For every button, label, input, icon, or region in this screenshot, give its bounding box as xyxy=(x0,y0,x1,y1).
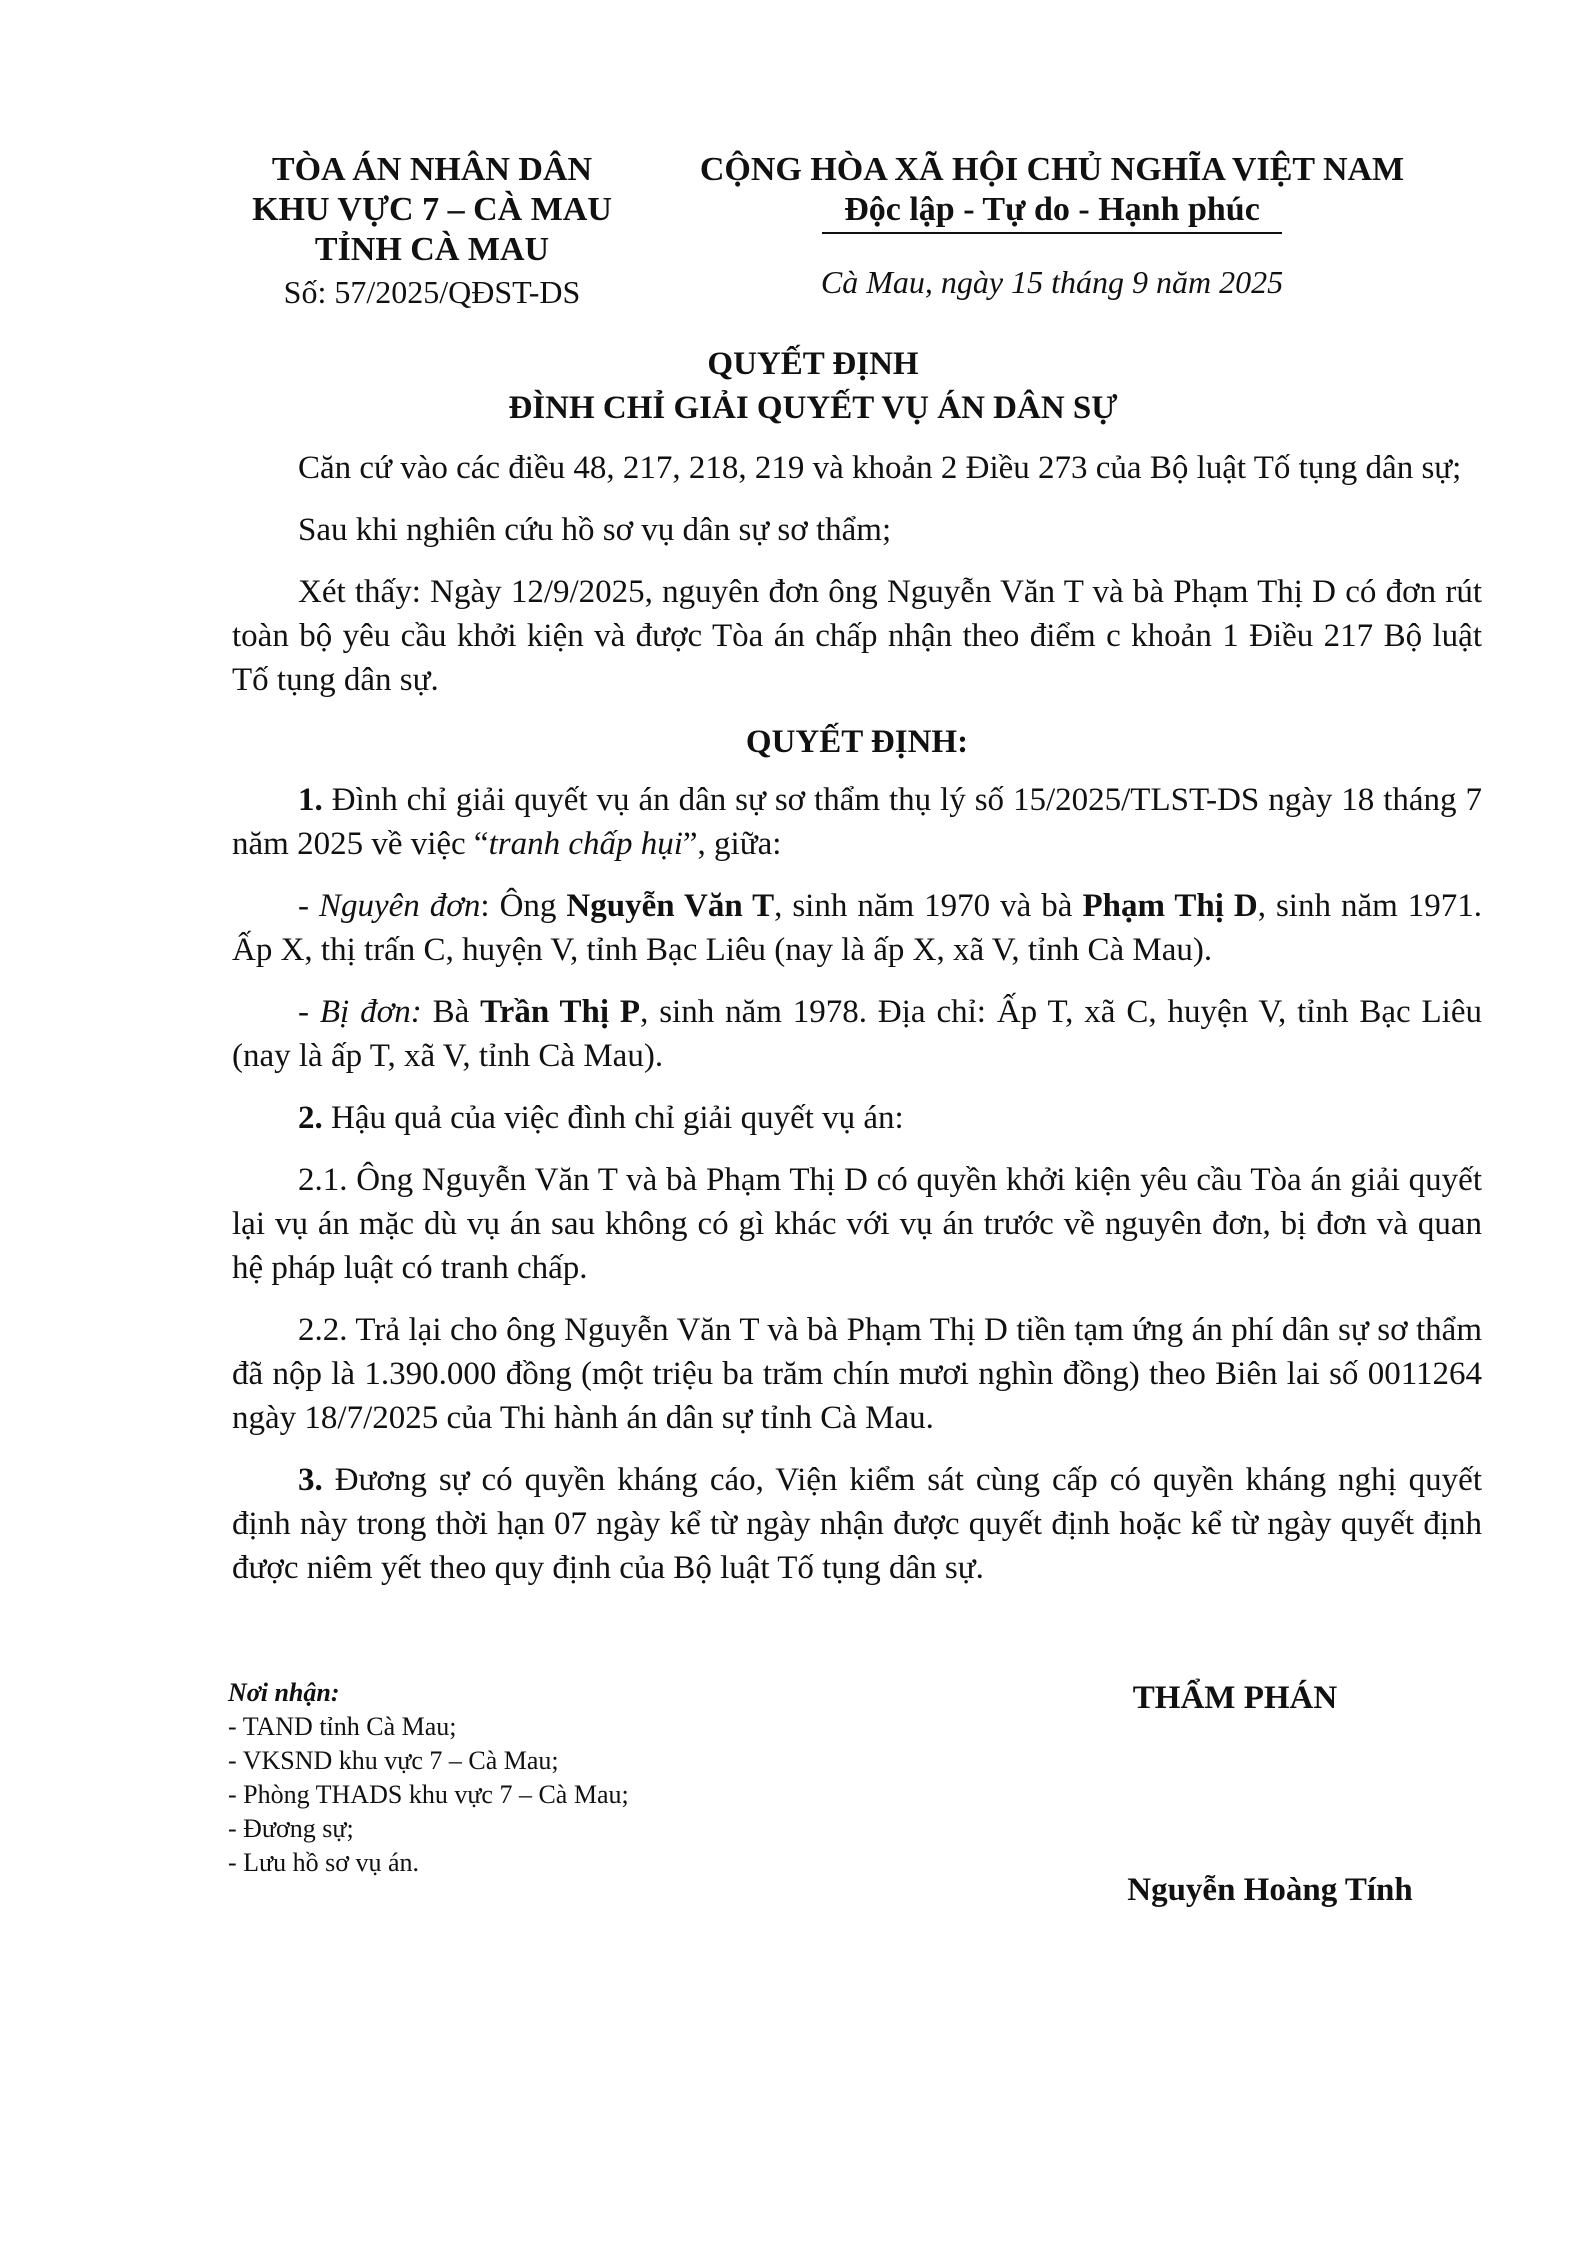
defendant-dash: - xyxy=(298,994,320,1030)
defendant-text-b: , sinh năm 1978. Địa chỉ: Ấp T, xã C, huyện V, tỉnh Bạc Liêu (nay là ấp T, xã V, tỉnh Cà Mau). xyxy=(232,994,1482,1074)
item-2-paragraph xyxy=(232,1096,1482,1140)
defendant-paragraph xyxy=(232,990,1482,1078)
defendant-text-a: Bà xyxy=(421,994,481,1030)
signer-role: THẨM PHÁN xyxy=(1132,1680,1338,1716)
defendant-name: Trần Thị P xyxy=(480,994,641,1030)
item-2-2-paragraph: 2.2. Trả lại cho ông Nguyễn Văn T và bà Phạm Thị D tiền tạm ứng án phí dân sự sơ thẩm đã nộp là 1.390.000 đồng (một triệu ba trăm chín mươi nghìn đồng) theo Biên lai số 0011264 ngày 18/7/2025 của Thi hành án dân sự tỉnh Cà Mau. xyxy=(232,1312,1482,1436)
national-title: CỘNG HÒA XÃ HỘI CHỦ NGHĨA VIỆT NAM xyxy=(699,151,1405,188)
motto-underline xyxy=(822,232,1282,234)
court-header xyxy=(222,150,642,312)
plaintiff-paragraph xyxy=(232,884,1482,972)
plaintiff-label: Nguyên đơn xyxy=(318,888,481,924)
recipient-item: - VKSND khu vực 7 – Cà Mau; xyxy=(228,1746,559,1775)
issue-date: Cà Mau, ngày 15 tháng 9 năm 2025 xyxy=(820,264,1284,300)
title-line2: ĐÌNH CHỈ GIẢI QUYẾT VỤ ÁN DÂN SỰ xyxy=(508,390,1118,426)
document-title xyxy=(0,342,1586,430)
recipient-item: - TAND tỉnh Cà Mau; xyxy=(228,1712,457,1741)
recipients-block xyxy=(228,1676,828,1880)
recipient-item: - Phòng THADS khu vực 7 – Cà Mau; xyxy=(228,1780,629,1809)
item-1-case-type: tranh chấp hụi xyxy=(488,826,683,862)
national-header xyxy=(672,150,1432,302)
recipient-item: - Đương sự; xyxy=(228,1814,354,1843)
item-1-number: 1. xyxy=(298,782,323,818)
item-2-text: Hậu quả của việc đình chỉ giải quyết vụ án: xyxy=(322,1100,904,1136)
item-2-number: 2. xyxy=(298,1100,323,1136)
item-3-text: Đương sự có quyền kháng cáo, Viện kiểm sát cùng cấp có quyền kháng nghị quyết định này trong thời hạn 07 ngày kể từ ngày nhận được quyết định hoặc kể từ ngày quyết định được niêm yết theo quy định của Bộ luật Tố tụng dân sự. xyxy=(232,1462,1482,1586)
item-1-text-b: ”, giữa: xyxy=(682,826,782,862)
item-2-1-paragraph: 2.1. Ông Nguyễn Văn T và bà Phạm Thị D có quyền khởi kiện yêu cầu Tòa án giải quyết lại vụ án mặc dù vụ án sau không có gì khác với vụ án trước về nguyên đơn, bị đơn và quan hệ pháp luật có tranh chấp. xyxy=(232,1162,1482,1286)
signature-block xyxy=(1060,1676,1480,1912)
defendant-label: Bị đơn: xyxy=(319,994,422,1030)
court-name-line3: TỈNH CÀ MAU xyxy=(314,231,550,268)
legal-basis-paragraph: Căn cứ vào các điều 48, 217, 218, 219 và khoản 2 Điều 273 của Bộ luật Tố tụng dân sự; xyxy=(298,450,1462,486)
decision-number: Số: 57/2025/QĐST-DS xyxy=(283,274,581,310)
decision-heading: QUYẾT ĐỊNH: xyxy=(745,724,969,760)
national-motto: Độc lập - Tự do - Hạnh phúc xyxy=(844,191,1260,228)
signer-name: Nguyễn Hoàng Tính xyxy=(1127,1872,1413,1908)
document-body xyxy=(232,446,1482,1608)
court-name-line2: KHU VỰC 7 – CÀ MAU xyxy=(252,191,612,228)
finding-paragraph: Xét thấy: Ngày 12/9/2025, nguyên đơn ông Nguyễn Văn T và bà Phạm Thị D có đơn rút toàn bộ yêu cầu khởi kiện và được Tòa án chấp nhận theo điểm c khoản 1 Điều 217 Bộ luật Tố tụng dân sự. xyxy=(232,574,1482,698)
plaintiff-text-c: , sinh năm 1971. Ấp X, thị trấn C, huyện V, tỉnh Bạc Liêu (nay là ấp X, xã V, tỉnh Cà Mau). xyxy=(232,888,1483,968)
recipient-item: - Lưu hồ sơ vụ án. xyxy=(228,1848,420,1877)
plaintiff-text-a: : Ông xyxy=(480,888,567,924)
title-line1: QUYẾT ĐỊNH xyxy=(707,346,919,382)
plaintiff-dash: - xyxy=(298,888,319,924)
court-name-line1: TÒA ÁN NHÂN DÂN xyxy=(271,151,593,188)
item-3-paragraph xyxy=(232,1458,1482,1590)
item-1-text-a: Đình chỉ giải quyết vụ án dân sự sơ thẩm thụ lý số 15/2025/TLST-DS ngày 18 tháng 7 năm 2025 về việc “ xyxy=(232,782,1482,862)
review-paragraph: Sau khi nghiên cứu hồ sơ vụ dân sự sơ thẩm; xyxy=(298,512,892,548)
item-3-number: 3. xyxy=(298,1462,323,1498)
recipients-title: Nơi nhận: xyxy=(228,1678,340,1707)
plaintiff-text-b: , sinh năm 1970 và bà xyxy=(774,888,1083,924)
plaintiff-name-1: Nguyễn Văn T xyxy=(566,888,775,924)
plaintiff-name-2: Phạm Thị D xyxy=(1082,888,1258,924)
item-1-paragraph xyxy=(232,778,1482,866)
